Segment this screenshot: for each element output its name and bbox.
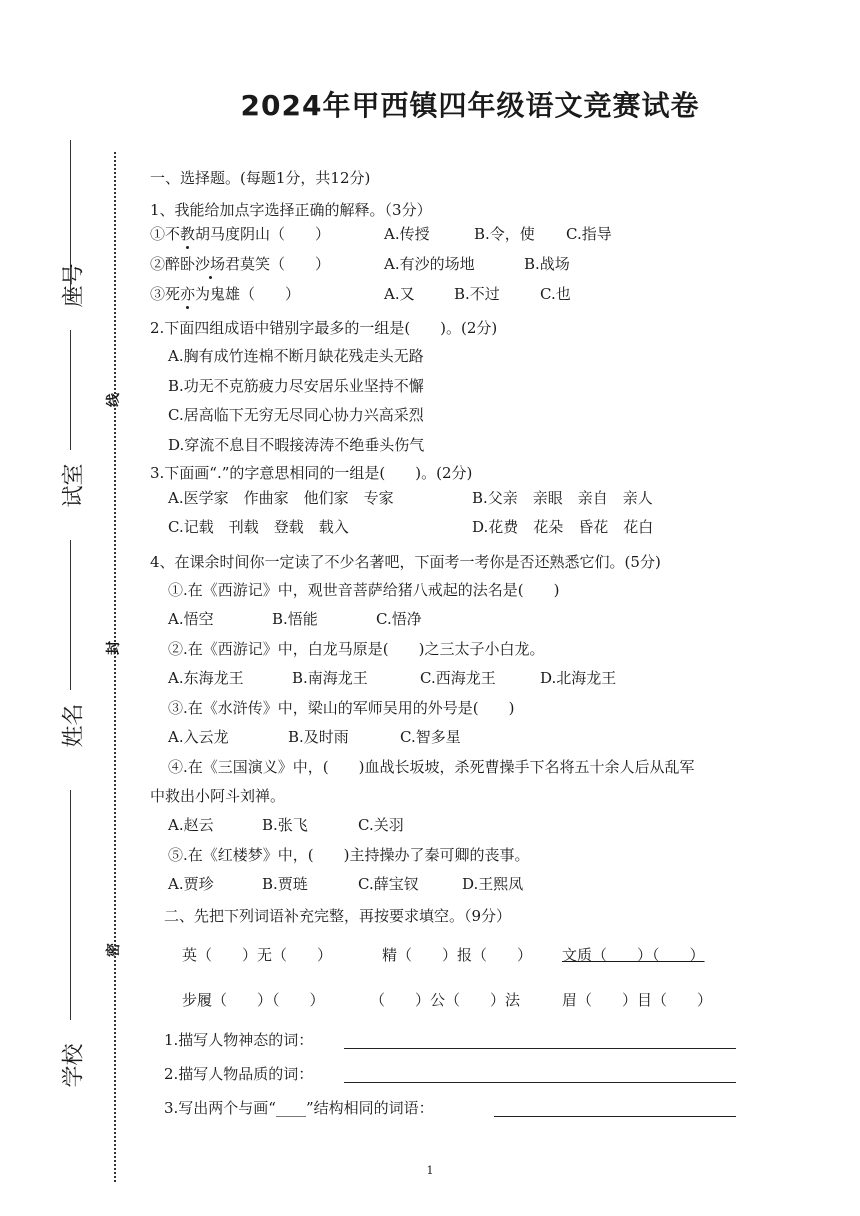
q2-option-d: D.穿流不息目不暇接涛涛不绝垂头伤气 [168, 436, 425, 454]
q3-option-c: C.记载 刊载 登载 载入 [168, 518, 349, 536]
q4-s2-d: D.北海龙王 [540, 669, 617, 687]
q4-s1-b: B.悟能 [272, 610, 318, 628]
q1-stem: 1、我能给加点字选择正确的解释。（3分） [150, 201, 432, 219]
fill-q1-blank[interactable] [344, 1048, 736, 1049]
q4-s3-b: B.及时雨 [288, 728, 349, 746]
q4-s4-line1: ④.在《三国演义》中，( )血战长坂坡，杀死曹操手下名将五十余人后从乱军 [168, 758, 695, 776]
q3-option-d: D.花费 花朵 昏花 花白 [472, 518, 654, 536]
q1-row2-a: A.有沙的场地 [384, 255, 475, 273]
q1-row3-a: A.又 [384, 285, 415, 303]
q1-row1-c: C.指导 [566, 225, 612, 243]
name-label: 姓名 [61, 703, 87, 748]
idiom-2: 精（ ）报（ ） [382, 946, 533, 964]
seal-mark-xian: 线 [106, 393, 122, 407]
idiom-5: （ ）公（ ）法 [370, 991, 521, 1009]
q4-s5-b: B.贾琏 [262, 875, 308, 893]
q4-s2-b: B.南海龙王 [292, 669, 368, 687]
q4-s3-a: A.入云龙 [168, 728, 229, 746]
q2-option-b: B.功无不克筋疲力尽安居乐业坚持不懈 [168, 377, 424, 395]
binding-dotted-line [114, 152, 116, 1182]
q4-s2-c: C.西海龙王 [420, 669, 496, 687]
idiom-6: 眉（ ）目（ ） [562, 991, 713, 1009]
fill-q2-blank[interactable] [344, 1082, 736, 1083]
q4-s4-c: C.关羽 [358, 816, 404, 834]
school-label: 学校 [61, 1043, 87, 1088]
binding-line-3 [70, 540, 71, 690]
q1-row-3 [150, 284, 300, 304]
idiom-1: 英（ ）无（ ） [182, 946, 333, 964]
q4-s4-a: A.赵云 [168, 816, 214, 834]
q1-row-2 [150, 254, 330, 274]
q4-s1: ①.在《西游记》中，观世音菩萨给猪八戒起的法名是( ) [168, 581, 560, 599]
q4-s3-c: C.智多星 [400, 728, 461, 746]
q4-s2: ②.在《西游记》中，白龙马原是( )之三太子小白龙。 [168, 640, 545, 658]
q1-row2-dotted: 沙场 [195, 255, 226, 273]
q4-s3: ③.在《水浒传》中，梁山的军师吴用的外号是( ) [168, 699, 515, 717]
idiom-3-underlined: 文质（ ）（ ） [562, 946, 705, 964]
binding-line-2 [70, 330, 71, 450]
fill-q1-label: 1.描写人物神态的词： [164, 1031, 314, 1049]
q1-row2-pre: ②醉卧 [150, 255, 196, 273]
fill-q3-blank[interactable] [494, 1116, 736, 1117]
q1-row3-pre: ③死 [150, 285, 181, 303]
binding-line-4 [70, 790, 71, 1020]
q3-option-a: A.医学家 作曲家 他们家 专家 [168, 489, 394, 507]
q1-row3-b: B.不过 [454, 285, 500, 303]
section1-heading: 一、选择题。(每题1分，共12分) [150, 169, 371, 187]
seal-mark-feng: 封 [106, 641, 122, 655]
q1-row3-dotted: 亦 [180, 285, 196, 303]
idiom-4: 步履（ ）（ ） [182, 991, 325, 1009]
q1-row1-pre: ①不 [150, 225, 181, 243]
seal-mark-mi: 密 [106, 943, 122, 957]
page-title: 2024年甲西镇四年级语文竞赛试卷 [240, 89, 700, 122]
q2-option-c: C.居高临下无穷无尽同心协力兴高采烈 [168, 406, 424, 424]
q4-s2-a: A.东海龙王 [168, 669, 244, 687]
q4-s1-a: A.悟空 [168, 610, 214, 628]
q1-row1-a: A.传授 [384, 225, 430, 243]
seat-number-label: 座号 [61, 263, 87, 308]
q4-stem: 4、在课余时间你一定读了不少名著吧，下面考一考你是否还熟悉它们。(5分) [150, 553, 661, 571]
q1-row3-c: C.也 [540, 285, 571, 303]
fill-q2-label: 2.描写人物品质的词： [164, 1065, 314, 1083]
q4-s5-c: C.薛宝钗 [358, 875, 419, 893]
q3-option-b: B.父亲 亲眼 亲自 亲人 [472, 489, 653, 507]
q4-s4-b: B.张飞 [262, 816, 308, 834]
q4-s5: ⑤.在《红楼梦》中，( )主持操办了秦可卿的丧事。 [168, 846, 530, 864]
q4-s5-a: A.贾珍 [168, 875, 214, 893]
q1-row3-post: 为鬼雄（ ） [195, 285, 301, 303]
section2-heading: 二、先把下列词语补充完整，再按要求填空。（9分） [164, 907, 512, 925]
q1-row1-dotted: 教 [180, 225, 196, 243]
q2-stem: 2.下面四组成语中错别字最多的一组是( )。(2分) [150, 319, 498, 337]
q1-row2-post: 君莫笑（ ） [225, 255, 331, 273]
q1-row1-post: 胡马度阴山（ ） [195, 225, 331, 243]
q4-s5-d: D.王熙凤 [462, 875, 524, 893]
q4-s1-c: C.悟净 [376, 610, 422, 628]
q3-stem: 3.下面画“.”的字意思相同的一组是( )。(2分) [150, 464, 473, 482]
q2-option-a: A.胸有成竹连棉不断月缺花残走头无路 [168, 347, 424, 365]
page-number: 1 [426, 1164, 434, 1177]
q1-row2-b: B.战场 [524, 255, 570, 273]
q1-row-1 [150, 224, 330, 244]
q4-s4-line2: 中救出小阿斗刘禅。 [150, 787, 286, 805]
fill-q3-label: 3.写出两个与画“____”结构相同的词语： [164, 1099, 434, 1117]
room-label: 试室 [61, 463, 87, 508]
q1-row1-b: B.令，使 [474, 225, 535, 243]
